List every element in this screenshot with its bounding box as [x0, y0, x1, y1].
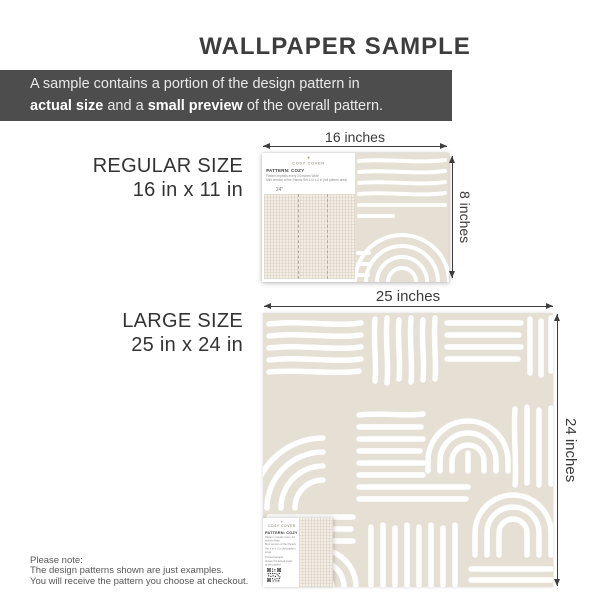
panel-divider-dashed-line: [298, 194, 299, 279]
large-width-label: 25 inches: [375, 288, 441, 305]
brand-name: COSY COVER: [267, 524, 296, 529]
large-size-label: [23, 310, 243, 357]
info-banner: [0, 70, 452, 121]
pattern-name: PATTERN: COZY: [265, 530, 298, 535]
pattern-info-line: of the pattern: [265, 563, 281, 567]
qr-code: [267, 568, 281, 582]
footer-note-line-1: Please note:: [30, 555, 83, 566]
banner-line-2: [30, 96, 452, 118]
footer-note-line-3: You will receive the pattern you choose at checkout.: [30, 575, 249, 587]
label-card-mini-preview: [299, 518, 333, 587]
brand-logo: [265, 520, 299, 528]
regular-height-label: 8 inches: [457, 190, 473, 244]
large-size-dimensions: 25 in x 24 in: [131, 333, 243, 356]
large-sample: [263, 313, 553, 587]
panel-divider-dashed-line: [327, 194, 328, 279]
brand-logo-icon: ✦: [306, 156, 311, 161]
large-width-arrow: [264, 306, 553, 307]
pattern-description-line: Mini version of the Panels Set 4 in x 2 in (full pattern area): [265, 542, 296, 554]
large-sample-label-card: [263, 518, 333, 587]
banner-text: and a: [103, 97, 148, 114]
actual-size-pattern-swatch: [355, 153, 449, 282]
regular-height-arrow: [452, 156, 453, 278]
page-title: WALLPAPER SAMPLE: [199, 33, 471, 60]
banner-text-end: of the overall pattern.: [242, 97, 384, 114]
regular-size-dimensions: 16 in x 11 in: [132, 178, 243, 201]
banner-line-1: A sample contains a portion of the design pattern in: [30, 75, 360, 92]
regular-size-name: REGULAR SIZE: [92, 155, 243, 177]
large-size-name: LARGE SIZE: [122, 310, 243, 332]
large-height-arrow: [557, 314, 558, 586]
footer-note: [30, 556, 248, 587]
brand-name: COSY COVER: [292, 161, 325, 166]
large-height-label: 24 inches: [562, 417, 579, 483]
pattern-description-line: Pattern repeats every 24 inches Wide: [265, 535, 295, 543]
pattern-info-line: Printed sample: [265, 555, 284, 559]
pattern-info-line: shows the actual scale: [265, 559, 293, 563]
pattern-name: PATTERN: COZY: [266, 168, 305, 174]
pattern-description-line: Pattern repeats every 24 inches Wide: [266, 174, 319, 178]
mini-preview-dimension-label: 24": [275, 187, 284, 193]
regular-width-arrow: [263, 146, 447, 147]
regular-width-label: 16 inches: [325, 129, 385, 145]
banner-bold-actual-size: actual size: [30, 97, 104, 114]
brand-logo: [262, 156, 355, 166]
pattern-mini-preview: [264, 194, 356, 279]
pattern-description-line: Mini version of the Panels Set 4 in x 2 in (full pattern area): [266, 178, 348, 182]
footer-note-line-2: The design patterns shown are just examples.: [30, 565, 224, 577]
regular-size-label: [23, 155, 243, 202]
brand-logo-icon: ✦: [280, 520, 284, 525]
regular-sample-card: [262, 153, 449, 282]
banner-bold-small-preview: small preview: [147, 97, 243, 114]
